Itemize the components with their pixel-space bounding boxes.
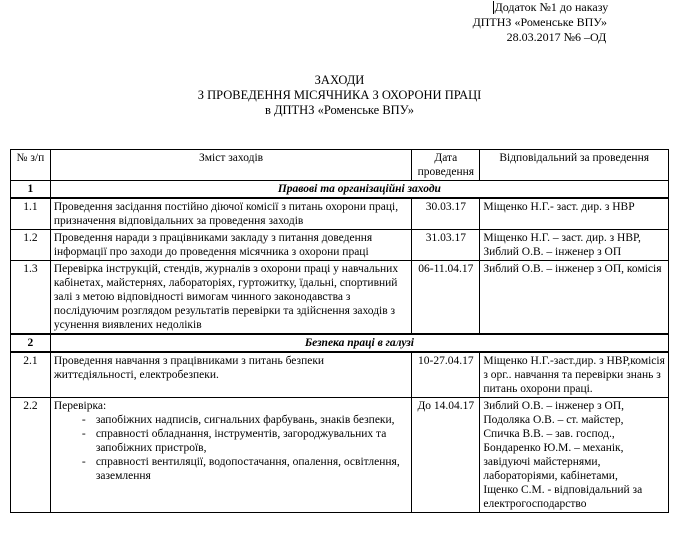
table-row (11, 261, 669, 335)
row-responsible: Міщенко Н.Г.-заст.дир. з НВР,комісія з орг.. навчання та перевірки знань з питань охорони праці. (480, 352, 669, 398)
row-date: 10-27.04.17 (412, 352, 480, 398)
row-responsible: Зиблий О.В. – інженер з ОП, комісія (480, 261, 669, 335)
row-number: 1.2 (11, 230, 51, 261)
section-title: Правові та організаційні заходи (50, 181, 668, 199)
annex-line-2: ДПТНЗ «Роменське ВПУ» (472, 15, 607, 29)
measures-table (10, 149, 669, 513)
row-date: 06-11.04.17 (412, 261, 480, 335)
order-annex-header (472, 0, 629, 45)
row-date: 31.03.17 (412, 230, 480, 261)
list-item: - справності вентиляції, водопостачання, опалення, освітлення, заземлення (82, 455, 408, 483)
document-title: ЗАХОДИ (314, 73, 365, 87)
check-items-list (54, 413, 408, 483)
row-content: Проведення наради з працівниками закладу з питання доведення інформації про заходи до проведення місячника з охорони праці (50, 230, 411, 261)
row-date: 30.03.17 (412, 198, 480, 230)
column-header-date: Дата проведення (412, 150, 480, 181)
section-title: Безпека праці в галузі (50, 334, 668, 352)
row-content: Проведення засідання постійно діючої комісії з питань охорони праці, призначення відповідальних за проведення заходів (50, 198, 411, 230)
column-header-content: Зміст заходів (50, 150, 411, 181)
annex-line-1: Додаток №1 до наказу (495, 0, 629, 15)
table-row (11, 398, 669, 513)
column-header-number: № з/п (11, 150, 51, 181)
row-number: 2.1 (11, 352, 51, 398)
section-row (11, 334, 669, 352)
row-date: До 14.04.17 (412, 398, 480, 513)
table-header-row (11, 150, 669, 181)
annex-line-3: 28.03.2017 №6 –ОД (506, 30, 607, 44)
table-row (11, 198, 669, 230)
row-responsible: Міщенко Н.Г.- заст. дир. з НВР (480, 198, 669, 230)
row-content: Перевірка інструкцій, стендів, журналів з охорони праці у навчальних кабінетах, майстернях, лабораторіях, гуртожитку, їдальні, спортивний залі з метою відповідності вимогам чинного законодавства з послідуючим розглядом результатів перевірки та здійснення заходів з усунення виявлених недоліків (50, 261, 411, 335)
row-number: 1.3 (11, 261, 51, 335)
document-institution: в ДПТНЗ «Роменське ВПУ» (264, 103, 415, 117)
row-content (50, 398, 411, 513)
section-number: 1 (11, 181, 51, 199)
table-row (11, 352, 669, 398)
document-subtitle: З ПРОВЕДЕННЯ МІСЯЧНИКА З ОХОРОНИ ПРАЦІ (197, 88, 482, 102)
table-row (11, 230, 669, 261)
row-content: Проведення навчання з працівниками з питань безпеки життєдіяльності, електробезпеки. (50, 352, 411, 398)
section-row (11, 181, 669, 199)
list-item: - запобіжних надписів, сигнальних фарбувань, знаків безпеки, (82, 413, 408, 427)
section-number: 2 (11, 334, 51, 352)
row-responsible: Міщенко Н.Г. – заст. дир. з НВР, Зиблий О.В. – інженер з ОП (480, 230, 669, 261)
row-number: 1.1 (11, 198, 51, 230)
row-content-intro: Перевірка: (53, 400, 107, 412)
row-number: 2.2 (11, 398, 51, 513)
row-responsible: Зиблий О.В. – інженер з ОП, Подоляка О.В. – ст. майстер, Спичка В.В. – зав. господ., Бондаренко Ю.М. – механік, завідуючі майстернями, лабораторіями, кабінетами, Іщенко С.М. - відповідальний за електрогосподарство (480, 398, 669, 513)
list-item: - справності обладнання, інструментів, загороджувальних та запобіжних пристроїв, (82, 427, 408, 455)
column-header-responsible: Відповідальний за проведення (480, 150, 669, 181)
